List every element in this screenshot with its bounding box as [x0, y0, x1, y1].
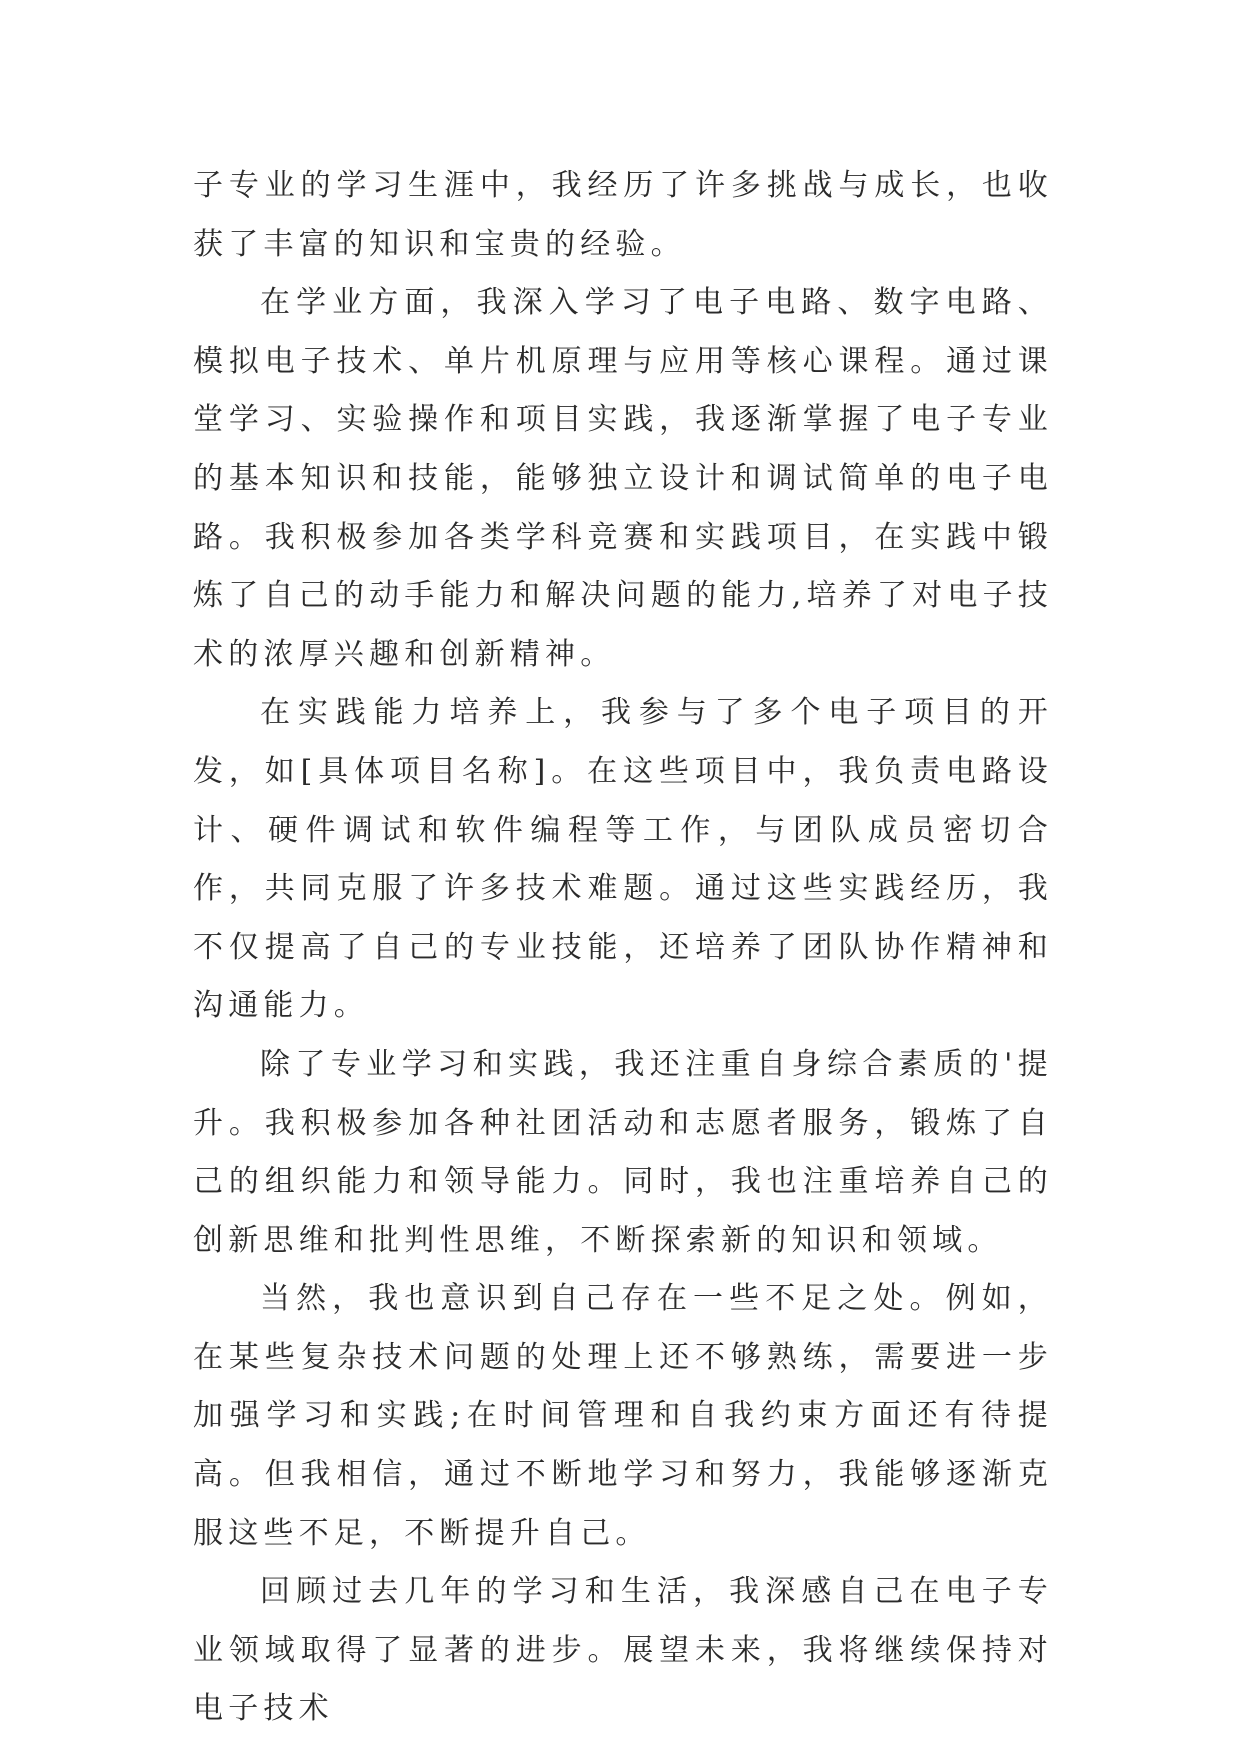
- paragraph-2: 在学业方面，我深入学习了电子电路、数字电路、模拟电子技术、单片机原理与应用等核心课程。通过课堂学习、实验操作和项目实践，我逐渐掌握了电子专业的基本知识和技能，能够独立设计和调试简单的电子电路。我积极参加各类学科竞赛和实践项目，在实践中锻炼了自己的动手能力和解决问题的能力,培养了对电子技术的浓厚兴趣和创新精神。: [193, 285, 1053, 672]
- paragraph-4: 除了专业学习和实践，我还注重自身综合素质的'提升。我积极参加各种社团活动和志愿者服务，锻炼了自己的组织能力和领导能力。同时，我也注重培养自己的创新思维和批判性思维，不断探索新的知识和领域。: [193, 1046, 1053, 1258]
- document-body: [193, 157, 1053, 1739]
- paragraph-5: 当然，我也意识到自己存在一些不足之处。例如，在某些复杂技术问题的处理上还不够熟练，需要进一步加强学习和实践;在时间管理和自我约束方面还有待提高。但我相信，通过不断地学习和努力，我能够逐渐克服这些不足，不断提升自己。: [193, 1281, 1053, 1551]
- paragraph-1: 子专业的学习生涯中，我经历了许多挑战与成长，也收获了丰富的知识和宝贵的经验。: [193, 168, 1053, 262]
- paragraph-3: 在实践能力培养上，我参与了多个电子项目的开发，如[具体项目名称]。在这些项目中，我负责电路设计、硬件调试和软件编程等工作，与团队成员密切合作，共同克服了许多技术难题。通过这些实践经历，我不仅提高了自己的专业技能，还培养了团队协作精神和沟通能力。: [193, 695, 1053, 1024]
- paragraph-6: 回顾过去几年的学习和生活，我深感自己在电子专业领域取得了显著的进步。展望未来，我将继续保持对电子技术: [193, 1574, 1053, 1727]
